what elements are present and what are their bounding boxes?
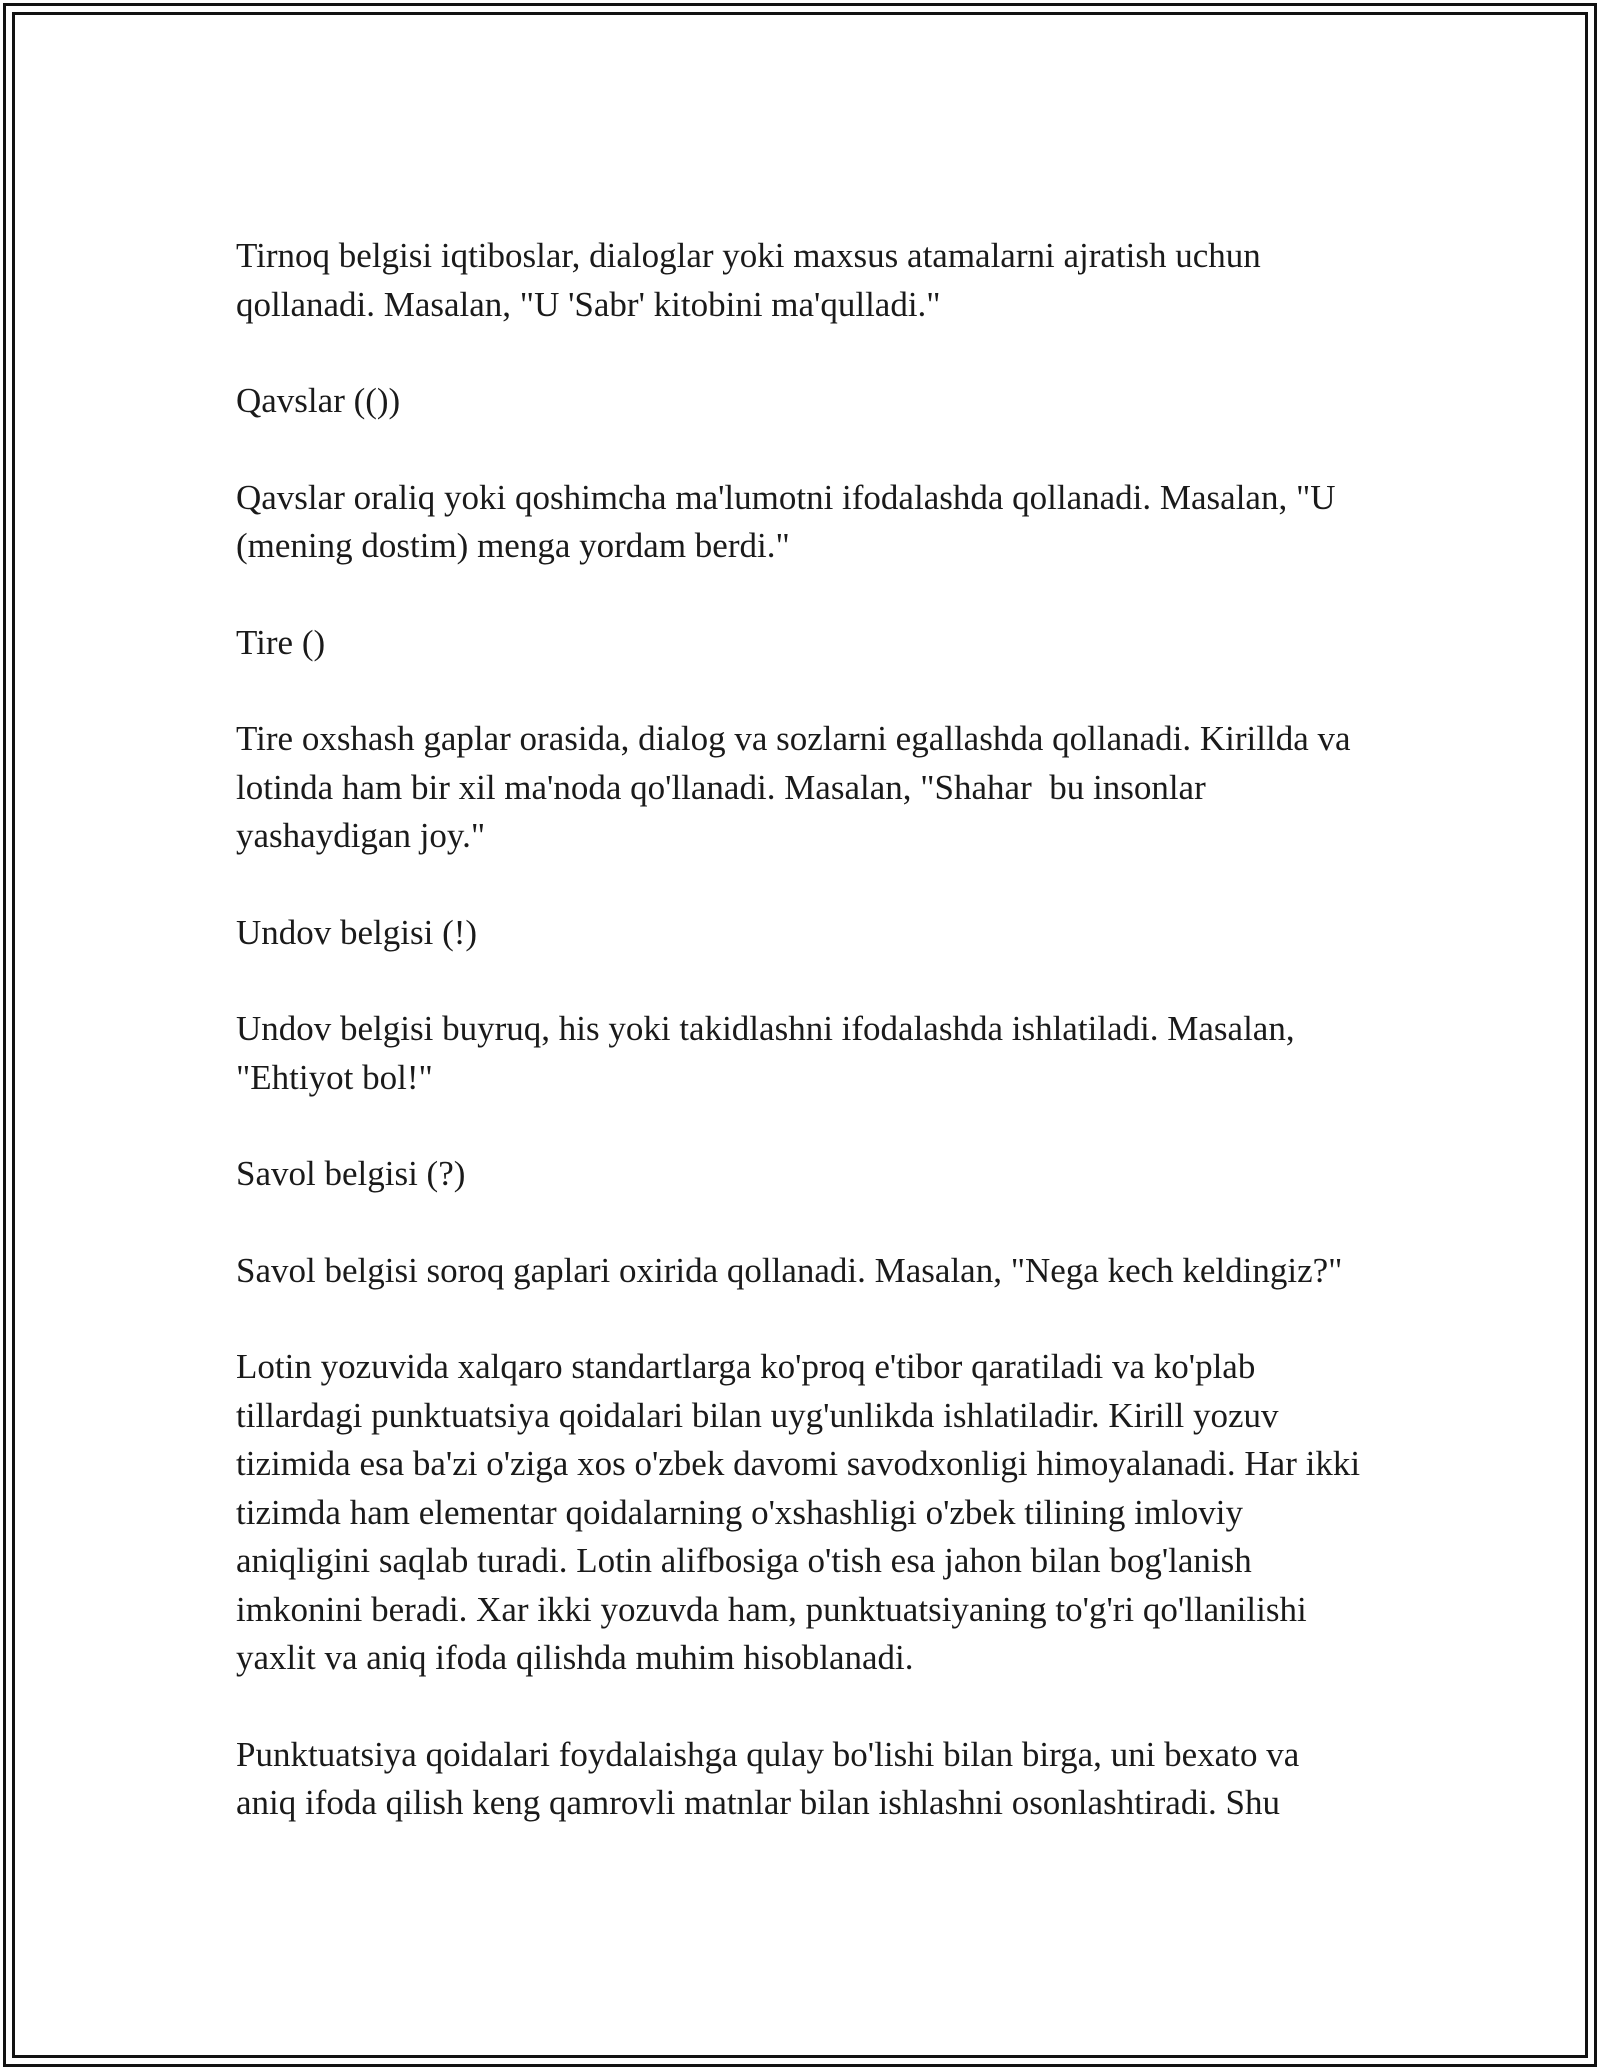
- paragraph-undov-explanation: Undov belgisi buyruq, his yoki takidlashni ifodalashda ishlatiladi. Masalan, "Ehtiyot bol!": [236, 1009, 1304, 1097]
- paragraph-savol-explanation: Savol belgisi soroq gaplari oxirida qollanadi. Masalan, "Nega kech keldingiz?": [236, 1250, 1343, 1290]
- heading-undov-belgisi: Undov belgisi (!): [236, 912, 478, 952]
- paragraph-tire-explanation: Tire oxshash gaplar orasida, dialog va sozlarni egallashda qollanadi. Kirillda va lotinda ham bir xil ma'noda qo'llanadi. Masalan, "Shahar bu insonlar yashaydigan joy.": [236, 719, 1360, 855]
- document-body: [236, 232, 1369, 1876]
- heading-tire: Tire (): [236, 622, 326, 662]
- paragraph-tirnoq-explanation: Tirnoq belgisi iqtiboslar, dialoglar yoki maxsus atamalarni ajratish uchun qollanadi. Masalan, "U 'Sabr' kitobini ma'qulladi.": [236, 236, 1270, 324]
- heading-qavslar: Qavslar (()): [236, 381, 401, 420]
- heading-savol-belgisi: Savol belgisi (?): [236, 1154, 466, 1193]
- paragraph-lotin-yozuvi: Lotin yozuvida xalqaro standartlarga ko'proq e'tibor qaratiladi va ko'plab tillardagi punktuatsiya qoidalari bilan uyg'unlikda ishlatiladir. Kirill yozuv tizimida esa ba'zi o'ziga xos o'zbek davomi savodxonligi himoyalanadi. Har ikki tizimda ham elementar qoidalarning o'xshashligi o'zbek tilining imloviy aniqligini saqlab turadi. Lotin alifbosiga o'tish esa jahon bilan bog'lanish imkonini beradi. Xar ikki yozuvda ham, punktuatsiyaning to'g'ri qo'llanilishi yaxlit va aniq ifoda qilishda muhim hisoblanadi.: [236, 1347, 1369, 1677]
- paragraph-punktuatsiya-qoidalari: Punktuatsiya qoidalari foydalaishga qulay bo'lishi bilan birga, uni bexato va aniq ifoda qilish keng qamrovli matnlar bilan ishlashni osonlashtiradi. Shu: [236, 1734, 1308, 1822]
- paragraph-qavslar-explanation: Qavslar oraliq yoki qoshimcha ma'lumotni ifodalashda qollanadi. Masalan, "U (mening dostim) menga yordam berdi.": [236, 477, 1345, 565]
